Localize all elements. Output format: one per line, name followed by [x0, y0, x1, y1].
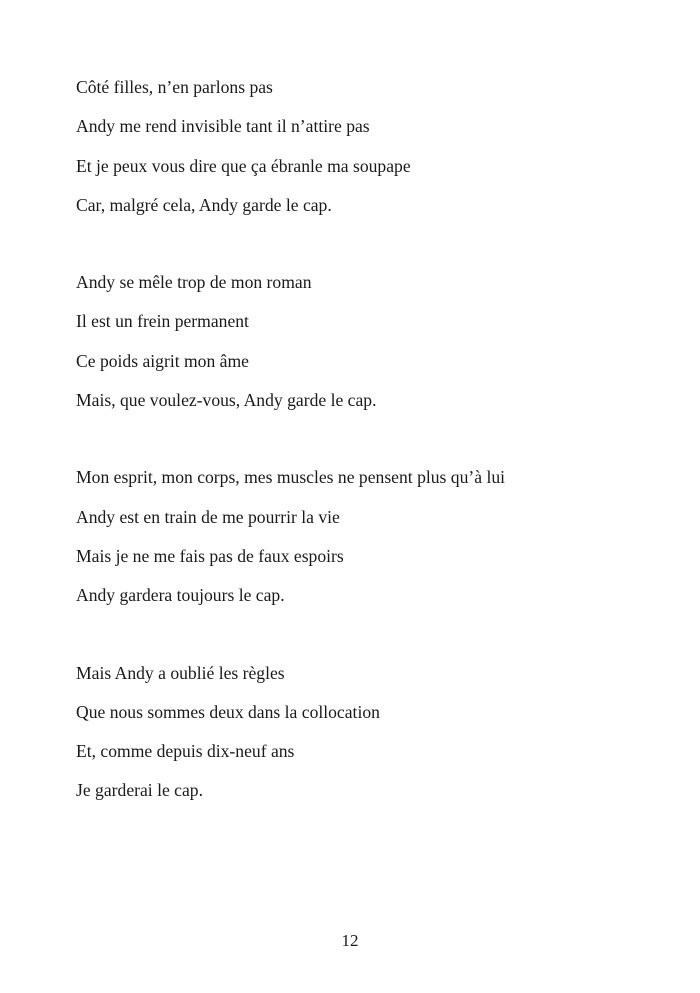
verse-line: Mais Andy a oublié les règles — [76, 662, 285, 683]
verse-line: Andy se mêle trop de mon roman — [76, 272, 312, 293]
verse-line: Ce poids aigrit mon âme — [76, 350, 249, 371]
page-number: 12 — [341, 931, 359, 950]
verse-line: Andy me rend invisible tant il n’attire pas — [76, 116, 370, 137]
poem — [76, 68, 505, 849]
verse-line: Mais je ne me fais pas de faux espoirs — [76, 545, 344, 566]
stanza-1 — [76, 68, 505, 225]
verse-line: Il est un frein permanent — [76, 311, 249, 332]
verse-line: Mon esprit, mon corps, mes muscles ne pensent plus qu’à lui — [76, 467, 506, 488]
stanza-4 — [76, 654, 505, 811]
verse-line: Car, malgré cela, Andy garde le cap. — [76, 194, 332, 215]
verse-line: Et je peux vous dire que ça ébranle ma soupape — [76, 155, 411, 176]
verse-line: Mais, que voulez-vous, Andy garde le cap. — [76, 390, 377, 411]
verse-line: Je garderai le cap. — [76, 780, 203, 801]
stanza-3 — [76, 458, 505, 615]
verse-line: Côté filles, n’en parlons pas — [76, 77, 273, 97]
verse-line: Et, comme depuis dix-neuf ans — [76, 741, 295, 762]
verse-line: Andy est en train de me pourrir la vie — [76, 506, 340, 527]
verse-line: Que nous sommes deux dans la collocation — [76, 701, 380, 722]
stanza-2 — [76, 263, 505, 420]
verse-line: Andy gardera toujours le cap. — [76, 585, 285, 606]
